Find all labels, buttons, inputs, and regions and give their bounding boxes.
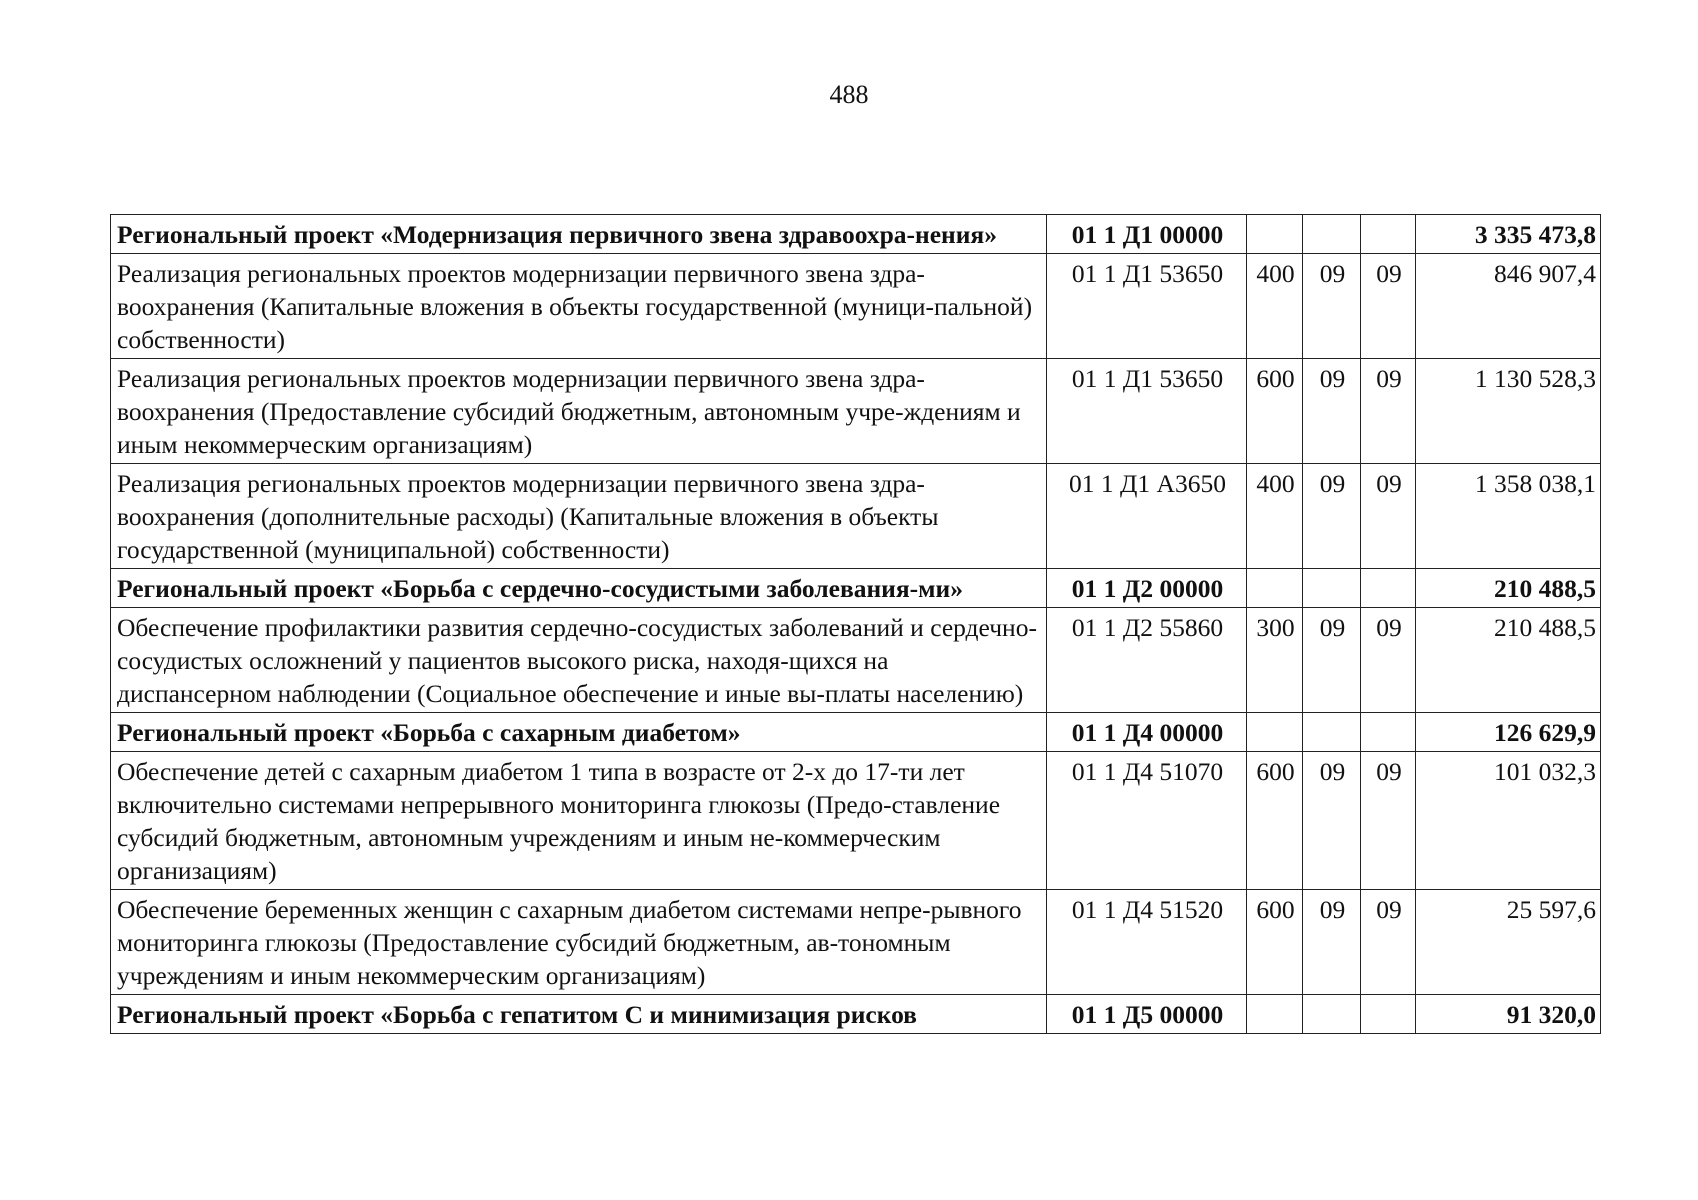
- table-row: [111, 995, 1601, 1034]
- row-section: [1303, 569, 1361, 608]
- row-expense-type: 600: [1247, 359, 1303, 464]
- row-sum: 210 488,5: [1416, 569, 1601, 608]
- row-sum: 25 597,6: [1416, 890, 1601, 995]
- table-row: [111, 752, 1601, 890]
- row-section: 09: [1303, 359, 1361, 464]
- row-expense-type: [1247, 713, 1303, 752]
- page-number: 488: [829, 80, 869, 109]
- row-section: [1303, 713, 1361, 752]
- row-section: 09: [1303, 752, 1361, 890]
- row-sum: 1 358 038,1: [1416, 464, 1601, 569]
- row-expense-type: 300: [1247, 608, 1303, 713]
- row-subsection: [1361, 995, 1416, 1034]
- row-code: 01 1 Д4 51520: [1047, 890, 1247, 995]
- row-name: Региональный проект «Борьба с сахарным диабетом»: [111, 713, 1047, 752]
- row-code: 01 1 Д2 00000: [1047, 569, 1247, 608]
- row-code: 01 1 Д1 53650: [1047, 359, 1247, 464]
- row-subsection: [1361, 569, 1416, 608]
- table-row: [111, 215, 1601, 254]
- row-name: Региональный проект «Борьба с сердечно-сосудистыми заболевания-ми»: [111, 569, 1047, 608]
- row-code: 01 1 Д1 А3650: [1047, 464, 1247, 569]
- row-expense-type: 400: [1247, 464, 1303, 569]
- row-expense-type: [1247, 215, 1303, 254]
- row-section: [1303, 995, 1361, 1034]
- row-sum: 91 320,0: [1416, 995, 1601, 1034]
- row-name: Реализация региональных проектов модернизации первичного звена здра-воохранения (Предоставление субсидий бюджетным, автономным учре-ждениям и иным некоммерческим организациям): [111, 359, 1047, 464]
- row-subsection: 09: [1361, 359, 1416, 464]
- row-sum: 101 032,3: [1416, 752, 1601, 890]
- table-row: [111, 713, 1601, 752]
- row-code: 01 1 Д5 00000: [1047, 995, 1247, 1034]
- row-name: Обеспечение детей с сахарным диабетом 1 типа в возрасте от 2-х до 17-ти лет включительно системами непрерывного мониторинга глюкозы (Предо-ставление субсидий бюджетным, автономным учреждениям и иным не-коммерческим организациям): [111, 752, 1047, 890]
- row-subsection: 09: [1361, 890, 1416, 995]
- row-code: 01 1 Д1 53650: [1047, 254, 1247, 359]
- table-row: [111, 569, 1601, 608]
- row-subsection: [1361, 713, 1416, 752]
- row-name: Реализация региональных проектов модернизации первичного звена здра-воохранения (дополнительные расходы) (Капитальные вложения в объекты государственной (муниципальной) собственности): [111, 464, 1047, 569]
- row-code: 01 1 Д1 00000: [1047, 215, 1247, 254]
- row-code: 01 1 Д2 55860: [1047, 608, 1247, 713]
- row-expense-type: [1247, 569, 1303, 608]
- row-expense-type: 600: [1247, 890, 1303, 995]
- row-name: Региональный проект «Борьба с гепатитом С и минимизация рисков: [111, 995, 1047, 1034]
- row-expense-type: [1247, 995, 1303, 1034]
- row-subsection: 09: [1361, 464, 1416, 569]
- table-row: [111, 890, 1601, 995]
- row-code: 01 1 Д4 51070: [1047, 752, 1247, 890]
- row-sum: 3 335 473,8: [1416, 215, 1601, 254]
- row-subsection: 09: [1361, 608, 1416, 713]
- row-sum: 1 130 528,3: [1416, 359, 1601, 464]
- row-expense-type: 400: [1247, 254, 1303, 359]
- row-sum: 846 907,4: [1416, 254, 1601, 359]
- budget-table: [110, 214, 1601, 1034]
- row-subsection: 09: [1361, 254, 1416, 359]
- table-row: [111, 359, 1601, 464]
- row-section: 09: [1303, 608, 1361, 713]
- row-section: 09: [1303, 890, 1361, 995]
- row-subsection: 09: [1361, 752, 1416, 890]
- row-section: 09: [1303, 254, 1361, 359]
- row-expense-type: 600: [1247, 752, 1303, 890]
- budget-table-body: [111, 215, 1601, 1034]
- row-name: Реализация региональных проектов модернизации первичного звена здра-воохранения (Капитальные вложения в объекты государственной (муници-пальной) собственности): [111, 254, 1047, 359]
- table-row: [111, 464, 1601, 569]
- row-subsection: [1361, 215, 1416, 254]
- row-name: Региональный проект «Модернизация первичного звена здравоохра-нения»: [111, 215, 1047, 254]
- row-name: Обеспечение профилактики развития сердечно-сосудистых заболеваний и сердечно-сосудистых осложнений у пациентов высокого риска, находя-щихся на диспансерном наблюдении (Социальное обеспечение и иные вы-платы населению): [111, 608, 1047, 713]
- table-row: [111, 254, 1601, 359]
- row-section: [1303, 215, 1361, 254]
- row-code: 01 1 Д4 00000: [1047, 713, 1247, 752]
- table-row: [111, 608, 1601, 713]
- row-sum: 126 629,9: [1416, 713, 1601, 752]
- row-sum: 210 488,5: [1416, 608, 1601, 713]
- row-section: 09: [1303, 464, 1361, 569]
- row-name: Обеспечение беременных женщин с сахарным диабетом системами непре-рывного мониторинга глюкозы (Предоставление субсидий бюджетным, ав-тономным учреждениям и иным некоммерческим организациям): [111, 890, 1047, 995]
